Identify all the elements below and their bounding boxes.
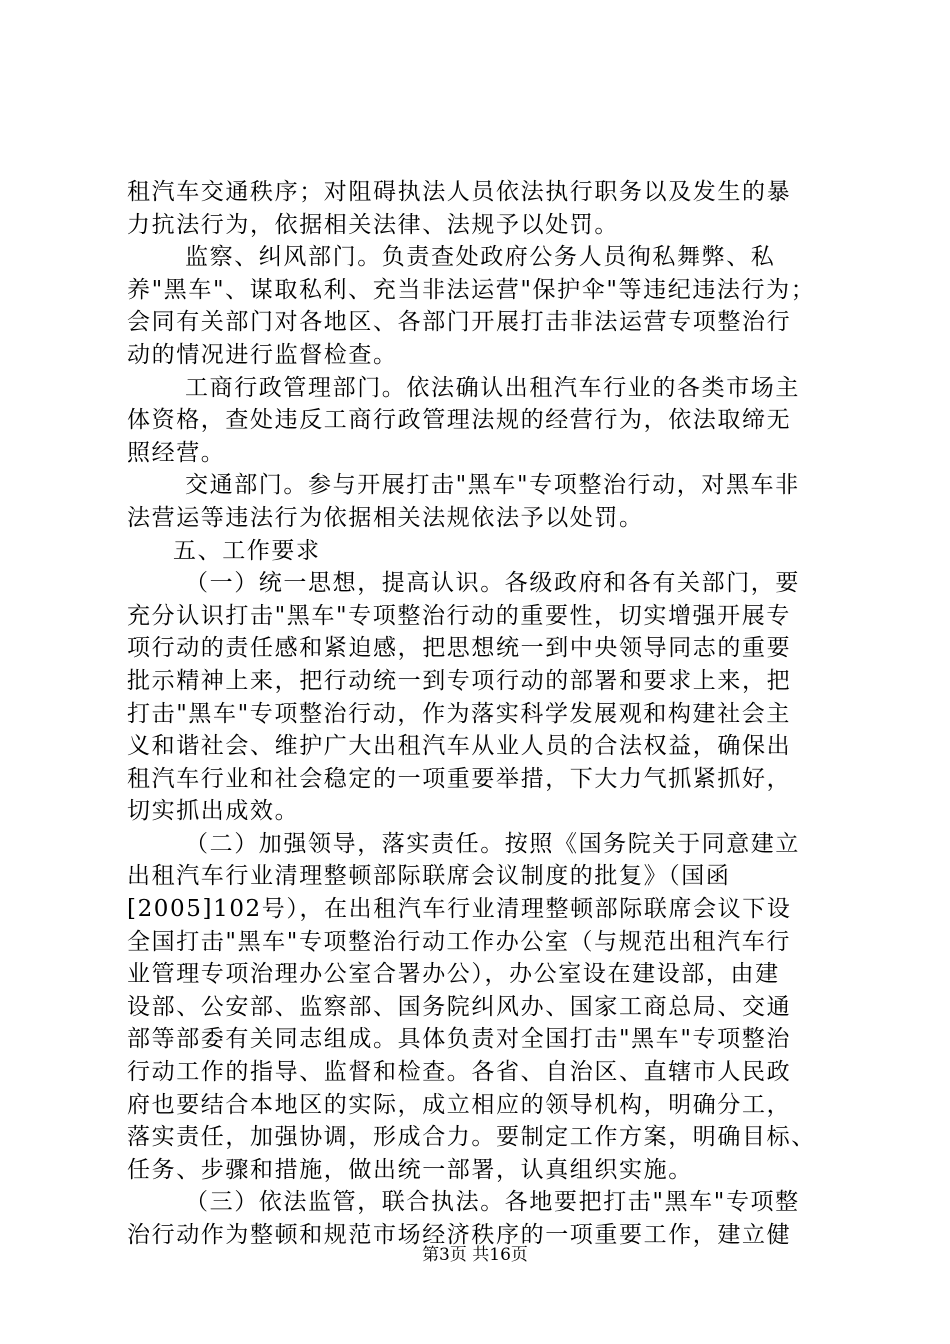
text-line: 法营运等违法行为依据相关法规依法予以处罚。	[127, 504, 644, 531]
text-line: 项行动的责任感和紧迫感，把思想统一到中央领导同志的重要	[127, 635, 792, 662]
text-line: 监察、纠风部门。负责查处政府公务人员徇私舞弊、私	[185, 244, 776, 271]
section-heading: 五、工作要求	[173, 537, 321, 564]
text-line: 力抗法行为，依据相关法律、法规予以处罚。	[127, 211, 619, 238]
text-line: 照经营。	[127, 439, 226, 466]
text-line: 义和谐社会、维护广大出租汽车从业人员的合法权益，确保出	[127, 733, 792, 760]
text-line: （三）依法监管，联合执法。各地要把打击"黑车"专项整	[185, 1189, 800, 1216]
text-line: 体资格，查处违反工商行政管理法规的经营行为，依法取缔无	[127, 407, 792, 434]
document-body	[127, 176, 827, 1252]
text-line: 出租汽车行业清理整顿部际联席会议制度的批复》（国函	[127, 863, 731, 890]
text-line: 打击"黑车"专项整治行动，作为落实科学发展观和构建社会主	[127, 700, 791, 727]
text-line: 切实抓出成效。	[127, 798, 300, 825]
text-line: 养"黑车"、谋取私利、充当非法运营"保护伞"等违纪违法行为；	[127, 276, 816, 303]
text-line: 设部、公安部、监察部、国务院纠风办、国家工商总局、交通	[127, 993, 792, 1020]
text-line: 业管理专项治理办公室合署办公），办公室设在建设部，由建	[127, 961, 780, 988]
text-line: 租汽车行业和社会稳定的一项重要举措，下大力气抓紧抓好，	[127, 765, 792, 792]
text-line: 充分认识打击"黑车"专项整治行动的重要性，切实增强开展专	[127, 602, 791, 629]
text-line: 府也要结合本地区的实际，成立相应的领导机构，明确分工，	[127, 1091, 792, 1118]
text-line: 全国打击"黑车"专项整治行动工作办公室（与规范出租汽车行	[127, 928, 791, 955]
text-line: 部等部委有关同志组成。具体负责对全国打击"黑车"专项整治	[127, 1026, 791, 1053]
text-line: 批示精神上来，把行动统一到专项行动的部署和要求上来，把	[127, 667, 792, 694]
text-line: 工商行政管理部门。依法确认出租汽车行业的各类市场主	[185, 374, 800, 401]
text-line: （二）加强领导，落实责任。按照《国务院关于同意建立	[185, 830, 800, 857]
text-line: 会同有关部门对各地区、各部门开展打击非法运营专项整治行	[127, 309, 792, 336]
text-line: 治行动作为整顿和规范市场经济秩序的一项重要工作，建立健	[127, 1222, 792, 1248]
text-line: （一）统一思想，提高认识。各级政府和各有关部门，要	[185, 570, 800, 597]
text-line: 行动工作的指导、监督和检查。各省、自治区、直辖市人民政	[127, 1059, 792, 1086]
page-number-footer: 第3页 共16页	[422, 1245, 528, 1265]
text-line: 落实责任，加强协调，形成合力。要制定工作方案，明确目标、	[127, 1124, 816, 1151]
text-line: 交通部门。参与开展打击"黑车"专项整治行动，对黑车非	[185, 472, 800, 499]
text-line: 租汽车交通秩序；对阻碍执法人员依法执行职务以及发生的暴	[127, 179, 792, 205]
text-line: 任务、步骤和措施，做出统一部署，认真组织实施。	[127, 1156, 693, 1183]
text-line: [2005]102号），在出租汽车行业清理整顿部际联席会议下设	[127, 896, 792, 923]
text-line: 动的情况进行监督检查。	[127, 341, 398, 368]
